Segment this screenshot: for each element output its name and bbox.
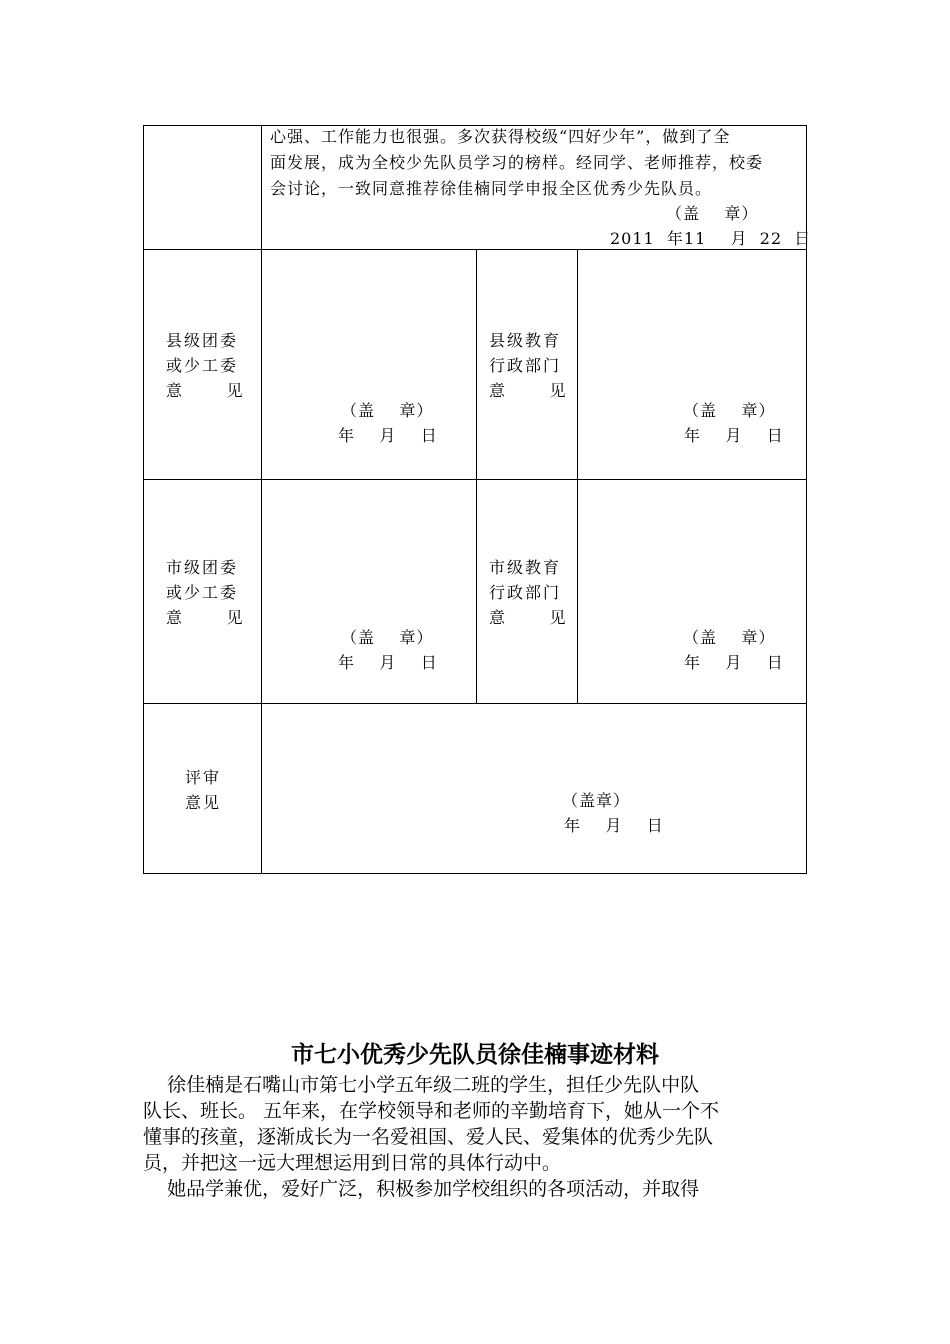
article-line: 懂事的孩童，逐渐成长为一名爱祖国、爱人民、爱集体的优秀少先队 [143,1126,714,1148]
city-youth-committee-label: 市级团委 或少工委 意 见 [166,558,245,627]
recommendation-line: 面发展，成为全校少先队员学习的榜样。经同学、老师推荐，校委 [270,153,764,172]
table-line-row1 [143,249,807,250]
table-line-row2 [143,479,807,480]
county-education-dept-label: 县级教育 行政部门 意 见 [489,331,568,400]
city-youth-date: 年 月 日 [338,653,438,672]
county-youth-date: 年 月 日 [338,426,438,445]
recommendation-line: 心强、工作能力也很强。多次获得校级“四好少年”，做到了全 [270,127,731,146]
review-seal: （盖章） [562,791,631,810]
recommendation-date: 2011 年11 月 22 日 [610,229,812,248]
school-seal-label: （盖 章） [666,204,759,223]
county-education-seal: （盖 章） [683,401,776,420]
table-line-mid-a [476,249,477,703]
table-line-label-col [261,125,262,873]
table-line-bottom [143,873,807,874]
city-youth-seal: （盖 章） [341,628,434,647]
recommendation-line: 会讨论，一致同意推荐徐佳楠同学申报全区优秀少先队员。 [270,179,713,198]
city-education-dept-label: 市级教育 行政部门 意 见 [489,558,568,627]
article-line: 徐佳楠是石嘴山市第七小学五年级二班的学生，担任少先队中队 [143,1074,700,1096]
article-line: 队长、班长。 五年来，在学校领导和老师的辛勤培育下，她从一个不 [143,1100,720,1122]
county-education-date: 年 月 日 [684,426,784,445]
table-line-left [143,125,144,873]
article-title: 市七小优秀少先队员徐佳楠事迹材料 [291,1042,659,1068]
article-line: 员，并把这一远大理想运用到日常的具体行动中。 [143,1152,562,1174]
city-education-seal: （盖 章） [683,628,776,647]
county-youth-committee-label: 县级团委 或少工委 意 见 [166,331,245,400]
review-opinion-label: 评审 意见 [185,768,222,812]
article-line: 她品学兼优，爱好广泛，积极参加学校组织的各项活动，并取得 [143,1178,700,1200]
city-education-date: 年 月 日 [684,653,784,672]
table-line-row3 [143,703,807,704]
county-youth-seal: （盖 章） [341,401,434,420]
table-line-mid-b [577,249,578,703]
review-date: 年 月 日 [564,816,664,835]
